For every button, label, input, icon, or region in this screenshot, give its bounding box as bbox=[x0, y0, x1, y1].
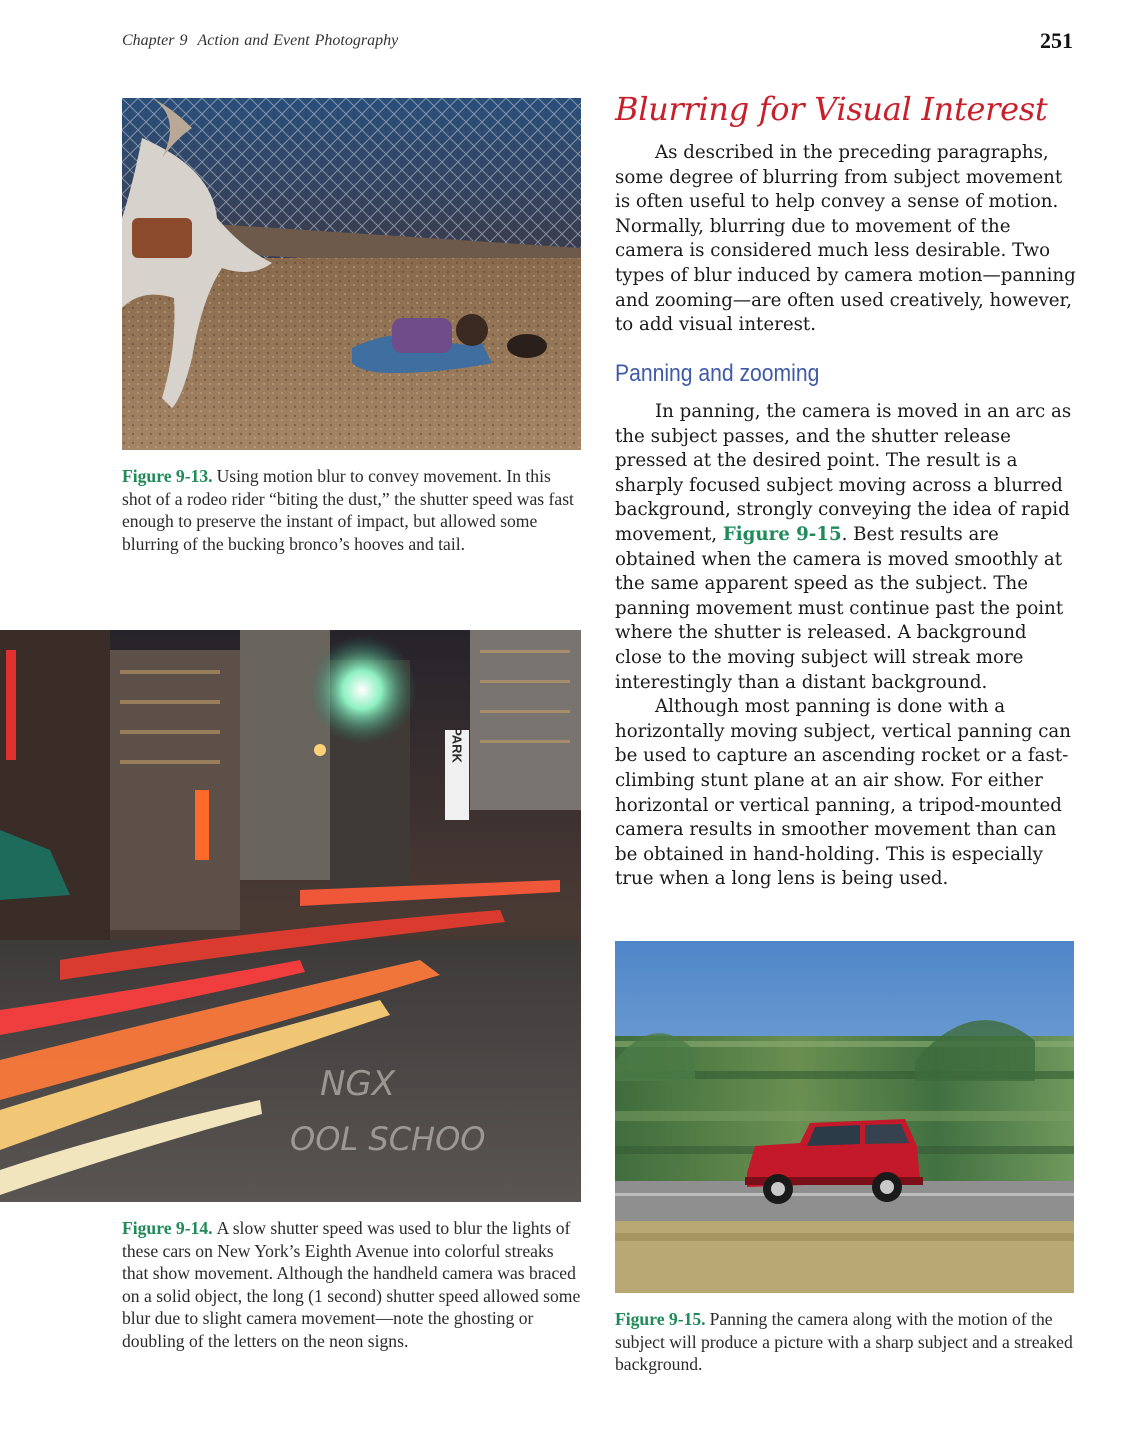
page-number: 251 bbox=[1040, 28, 1073, 53]
running-header bbox=[122, 32, 398, 50]
paragraph-text: In panning, the camera is moved in an arc as the subject passes, and the shutter release pressed at the desired point. The result is a sharply focused subject moving across a blurred background, strongly conveying the idea of rapid movement, bbox=[615, 401, 1072, 545]
caption-text: A slow shutter speed was used to blur the lights of these cars on New York’s Eighth Avenue into colorful streaks that show movement. Although the handheld camera was braced on a solid object, the long (1 second) shutter speed allowed some blur due to slight camera movement—note the ghosting or doubling of the letters on the neon signs. bbox=[122, 1218, 581, 1351]
street-marking-2: OOL SCHOO bbox=[290, 1120, 486, 1158]
paragraph-text: . Best results are obtained when the camera is moved smoothly at the same apparent speed as the subject. The panning movement must continue past the point where the shutter is released. A background close to the moving subject will streak more interestingly than a distant background. bbox=[615, 523, 1064, 693]
rodeo-photo bbox=[122, 98, 581, 450]
park-sign bbox=[445, 727, 469, 820]
chapter-number: Chapter 9 bbox=[122, 32, 188, 49]
figure-9-14-caption bbox=[122, 1217, 584, 1352]
figure-9-15-reference[interactable]: Figure 9-15 bbox=[722, 523, 842, 545]
chapter-title: Action and Event Photography bbox=[197, 32, 399, 49]
panning-text bbox=[615, 400, 1077, 892]
panning-paragraph-1 bbox=[615, 400, 1077, 695]
park-sign-text: PARK bbox=[449, 727, 465, 763]
figure-label: Figure 9-13. bbox=[122, 466, 213, 486]
caption-text: Panning the camera along with the motion of the subject will produce a picture with a sharp subject and a streaked background. bbox=[615, 1309, 1073, 1374]
subsection-title: Panning and zooming bbox=[615, 360, 820, 387]
caption-text: Using motion blur to convey movement. In this shot of a rodeo rider “biting the dust,” the shutter speed was fast enough to preserve the instant of impact, but allowed some blurring of the bucking bronco’s hooves and tail. bbox=[122, 466, 574, 554]
panning-paragraph-2: Although most panning is done with a horizontally moving subject, vertical panning can be used to capture an ascending rocket or a fast-climbing stunt plane at an air show. For either horizontal or vertical panning, a tripod-mounted camera results in smoother movement than can be obtained in hand-holding. This is especially true when a long lens is being used. bbox=[615, 696, 1071, 890]
figure-label: Figure 9-15. bbox=[615, 1309, 706, 1329]
figure-label: Figure 9-14. bbox=[122, 1218, 213, 1238]
panning-car-photo bbox=[615, 941, 1074, 1293]
night-traffic-photo bbox=[0, 630, 581, 1202]
street-marking-1: NGX bbox=[320, 1064, 396, 1104]
intro-paragraph: As described in the preceding paragraphs, some degree of blurring from subject movement is often useful to help convey a sense of motion. Normally, blurring due to movement of the camera is considered much less desirable. Two types of blur induced by camera motion—panning and zooming—are often used creatively, however, to add visual interest. bbox=[615, 142, 1076, 336]
figure-9-15-caption bbox=[615, 1308, 1081, 1376]
section-title: Blurring for Visual Interest bbox=[615, 90, 1048, 128]
intro-text bbox=[615, 141, 1077, 338]
figure-9-13-caption bbox=[122, 465, 584, 555]
